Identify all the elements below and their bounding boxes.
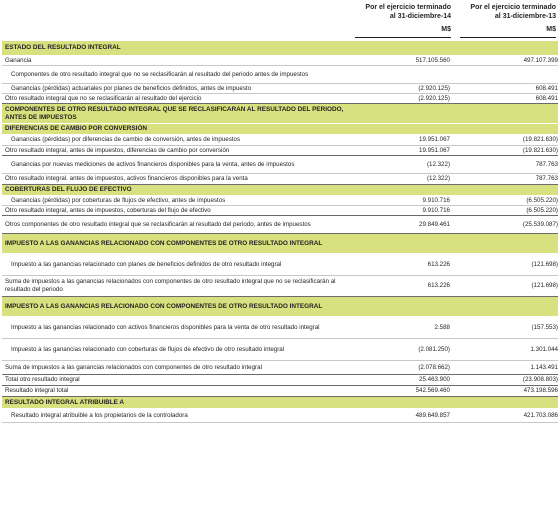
value-2014: 25.463.900 <box>419 376 450 384</box>
row-label: Impuesto a las ganancias relacionado con activos financieros disponibles para la venta de otro resultado integral <box>11 323 320 331</box>
row-label: Ganancias por nuevas mediciones de activos financieros disponibles para la venta, antes de impuestos <box>11 160 295 168</box>
value-2014: 29.849.461 <box>419 220 450 228</box>
value-2014: 489.649.857 <box>415 411 450 419</box>
row-label: ESTADO DEL RESULTADO INTEGRAL <box>5 44 121 52</box>
value-2013: 608.491 <box>535 84 558 92</box>
row-label: IMPUESTO A LAS GANANCIAS RELACIONADO CON COMPONENTES DE OTRO RESULTADO INTEGRAL <box>5 302 323 310</box>
value-2013: 608.491 <box>535 94 558 102</box>
column-header-currency: M$ <box>441 26 451 33</box>
row-label: IMPUESTO A LAS GANANCIAS RELACIONADO CON COMPONENTES DE OTRO RESULTADO INTEGRAL <box>5 239 323 247</box>
row-label: COMPONENTES DE OTRO RESULTADO INTEGRAL QUE SE RECLASIFICARAN AL RESULTADO DEL PERIODO, ANTES DE IMPUESTOS <box>5 105 344 121</box>
row-label: Otro resultado integral que no se reclasificarán al resultado del ejercicio <box>5 94 202 102</box>
value-2013: (23.908.803) <box>522 376 558 384</box>
row-label: Ganancias (pérdidas) por coberturas de flujos de efectivo, antes de impuestos <box>11 196 226 204</box>
table-row <box>2 375 558 386</box>
value-2013: 473.198.596 <box>523 387 558 395</box>
table-row <box>2 135 558 146</box>
value-2013: 787.763 <box>535 175 558 183</box>
section-header-row <box>2 234 558 254</box>
value-2013: 497.107.399 <box>523 56 558 64</box>
value-2014: 613.226 <box>427 282 450 290</box>
row-label: DIFERENCIAS DE CAMBIO POR CONVERSIÓN <box>5 125 148 133</box>
section-header-row <box>2 104 558 124</box>
value-2013: (121.698) <box>531 282 558 290</box>
header-divider <box>355 37 451 38</box>
table-row <box>2 339 558 361</box>
row-label: Otro resultado integral. antes de impuestos, activos financieros disponibles para la venta <box>5 175 248 183</box>
value-2014: 542.569.460 <box>415 387 450 395</box>
table-row <box>2 254 558 276</box>
statement-table <box>2 41 558 423</box>
table-row <box>2 361 558 375</box>
table-row <box>2 386 558 397</box>
section-header-row <box>2 41 558 56</box>
table-row <box>2 156 558 174</box>
value-2013: 421.703.086 <box>523 411 558 419</box>
row-label: Otro resultado integral, antes de impuestos, diferencias de cambio por conversión <box>5 146 230 154</box>
value-2014: (2.920.125) <box>418 84 450 92</box>
value-2013: (25.539.087) <box>522 220 558 228</box>
row-label: Otros componentes de otro resultado integral que se reclasificarán al resultado del periodo, antes de impuestos <box>5 220 311 228</box>
value-2014: (2.078.662) <box>418 363 450 371</box>
row-label: Suma de impuestos a las ganancias relacionados con componentes de otro resultado integral <box>5 363 262 371</box>
row-label: Impuesto a las ganancias relacionado con coberturas de flujos de efectivo de otro resultado integral <box>11 345 285 353</box>
value-2013: (157.553) <box>531 323 558 331</box>
section-header-row <box>2 124 558 135</box>
value-2013: (19.821.630) <box>522 136 558 144</box>
value-2013: 1.143.491 <box>530 363 558 371</box>
value-2014: (12.322) <box>426 175 450 183</box>
column-header-2013 <box>460 3 556 34</box>
value-2014: (2.081.250) <box>418 345 450 353</box>
table-row <box>2 206 558 216</box>
table-row <box>2 276 558 297</box>
row-label: COBERTURAS DEL FLUJO DE EFECTIVO <box>5 186 132 194</box>
table-row <box>2 146 558 156</box>
table-row <box>2 84 558 94</box>
column-header-line2: al 31-diciembre-13 <box>494 13 556 20</box>
row-label: RESULTADO INTEGRAL ATRIBUIBLE A <box>5 398 125 406</box>
table-row <box>2 216 558 234</box>
value-2014: 9.910.716 <box>422 206 450 214</box>
value-2013: (121.698) <box>531 260 558 268</box>
row-label: Componentes de otro resultado integral que no se reclasificarán al resultado del periodo antes de impuestos <box>11 70 309 78</box>
value-2014: 517.105.560 <box>415 56 450 64</box>
column-header-line2: al 31-diciembre-14 <box>389 13 451 20</box>
value-2013: 1.301.044 <box>530 345 558 353</box>
value-2013: 787.763 <box>535 160 558 168</box>
table-row <box>2 56 558 66</box>
table-row <box>2 317 558 339</box>
column-header-currency: M$ <box>546 26 556 33</box>
table-row <box>2 174 558 185</box>
column-header-2014 <box>355 3 451 34</box>
value-2014: 9.910.716 <box>422 196 450 204</box>
table-row <box>2 94 558 104</box>
section-header-row <box>2 397 558 409</box>
value-2013: (6.505.220) <box>526 206 558 214</box>
value-2014: 613.226 <box>427 260 450 268</box>
header-divider <box>460 37 556 38</box>
value-2014: (2.920.125) <box>418 94 450 102</box>
value-2014: 19.951.067 <box>419 146 450 154</box>
value-2013: (19.821.630) <box>522 146 558 154</box>
column-header-line1: Por el ejercicio terminado <box>470 4 556 11</box>
value-2014: 19.951.067 <box>419 136 450 144</box>
row-label: Total otro resultado integral <box>5 376 80 384</box>
section-header-row <box>2 297 558 317</box>
value-2013: (6.505.220) <box>526 196 558 204</box>
column-header-line1: Por el ejercicio terminado <box>365 4 451 11</box>
table-row <box>2 409 558 423</box>
row-label: Resultado integral total <box>5 387 69 395</box>
row-label: Impuesto a las ganancias relacionado con planes de beneficios definidos de otro resultado integral <box>11 260 282 268</box>
table-row <box>2 196 558 206</box>
value-2014: (12.322) <box>426 160 450 168</box>
row-label: Ganancias (pérdidas) por diferencias de cambio de conversión, antes de impuestos <box>11 136 241 144</box>
row-label: Resultado integral atribuible a los propietarios de la controladora <box>11 411 188 419</box>
value-2014: 2.588 <box>434 323 450 331</box>
section-header-row <box>2 185 558 196</box>
row-label: Suma de impuestos a las ganancias relacionados con componentes de otro resultado integral que no se reclasificarán al resultado del periodo <box>5 278 336 293</box>
row-label: Ganancias (pérdidas) actuariales por planes de beneficios definidos, antes de impuesto <box>11 84 252 92</box>
row-label: Ganancia <box>5 56 32 64</box>
table-row <box>2 66 558 84</box>
row-label: Otro resultado integral, antes de impuestos, coberturas del flujo de efectivo <box>5 206 211 214</box>
